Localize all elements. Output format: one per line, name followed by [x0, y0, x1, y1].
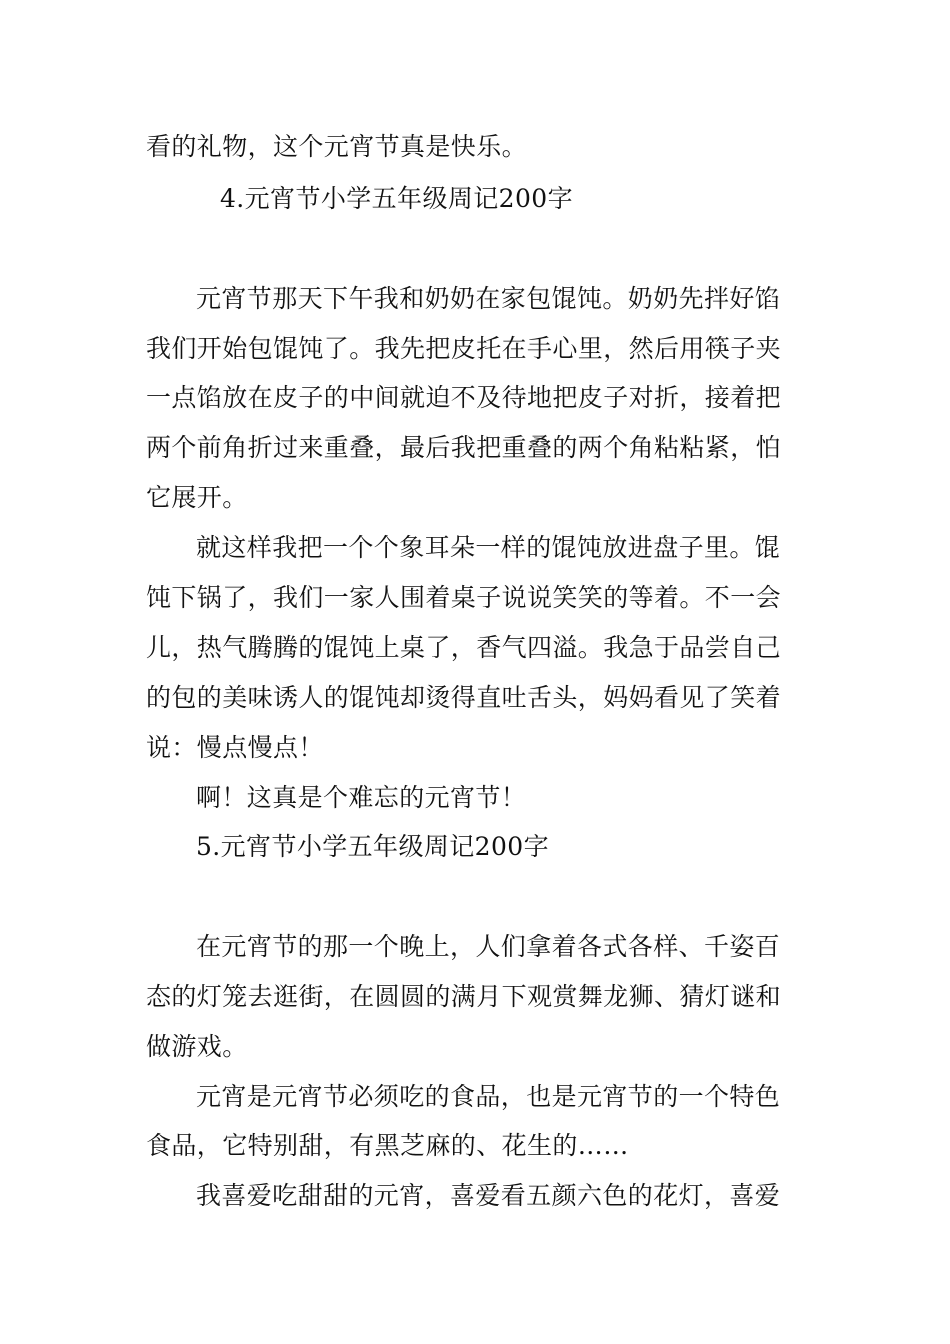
paragraph-line: 它展开。 [146, 483, 248, 512]
paragraph-line: 我喜爱吃甜甜的元宵，喜爱看五颜六色的花灯，喜爱 [196, 1181, 781, 1210]
paragraph-line: 的包的美味诱人的馄饨却烫得直吐舌头，妈妈看见了笑着 [146, 683, 782, 712]
paragraph-line: 儿，热气腾腾的馄饨上桌了，香气四溢。我急于品尝自己 [146, 633, 782, 662]
text-line: 看的礼物，这个元宵节真是快乐。 [146, 132, 528, 161]
paragraph-line: 做游戏。 [146, 1032, 248, 1061]
section-heading-5: 5.元宵节小学五年级周记200字 [196, 832, 549, 861]
paragraph-line: 元宵节那天下午我和奶奶在家包馄饨。奶奶先拌好馅 [196, 284, 781, 313]
paragraph-line: 饨下锅了，我们一家人围着桌子说说笑笑的等着。不一会 [146, 583, 782, 612]
paragraph-line: 在元宵节的那一个晚上，人们拿着各式各样、千姿百 [196, 932, 781, 961]
paragraph-line: 态的灯笼去逛街，在圆圆的满月下观赏舞龙狮、猜灯谜和 [146, 982, 782, 1011]
paragraph-line: 我们开始包馄饨了。我先把皮托在手心里，然后用筷子夹 [146, 334, 782, 363]
paragraph-line: 一点馅放在皮子的中间就迫不及待地把皮子对折，接着把 [146, 383, 782, 412]
paragraph-line: 说：慢点慢点！ [146, 733, 324, 762]
paragraph-line: 啊！这真是个难忘的元宵节！ [196, 783, 527, 812]
paragraph-line: 元宵是元宵节必须吃的食品，也是元宵节的一个特色 [196, 1082, 781, 1111]
section-heading-4: 4.元宵节小学五年级周记200字 [220, 184, 573, 213]
paragraph-line: 食品，它特别甜，有黑芝麻的、花生的…… [146, 1131, 629, 1160]
paragraph-line: 就这样我把一个个象耳朵一样的馄饨放进盘子里。馄 [196, 533, 781, 562]
paragraph-line: 两个前角折过来重叠，最后我把重叠的两个角粘粘紧，怕 [146, 433, 782, 462]
